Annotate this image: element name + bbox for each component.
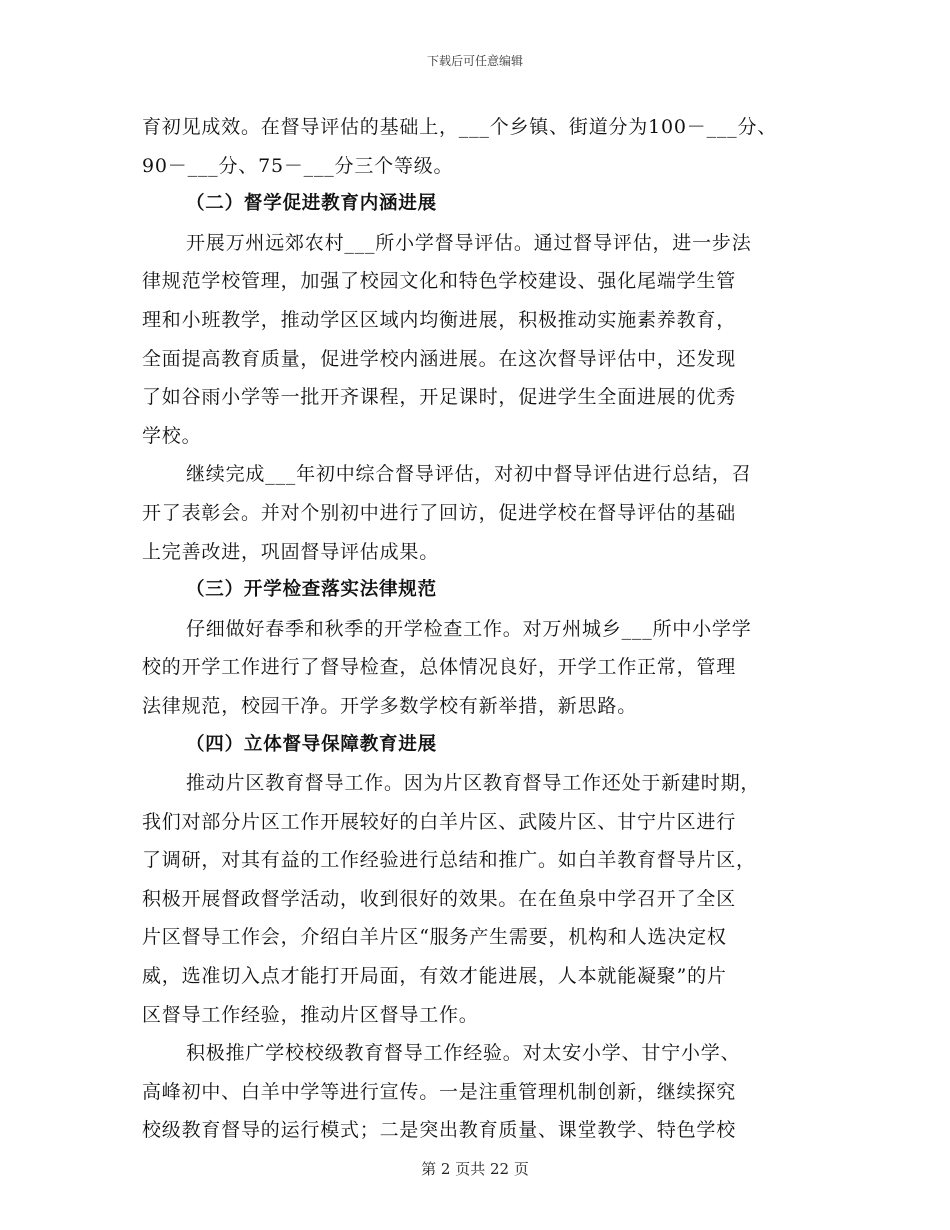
paragraph-line: 我们对部分片区工作开展较好的白羊片区、武陵片区、甘宁片区进行 <box>142 810 737 833</box>
paragraph-line: 理和小班教学，推动学区区域内均衡进展，积极推动实施素养教育， <box>142 308 737 331</box>
page-footer: 第 2 页共 22 页 <box>421 1160 529 1178</box>
document-body <box>142 108 822 1150</box>
paragraph-line: 开展万州远郊农村___所小学督导评估。通过督导评估，进一步法 <box>186 231 752 254</box>
paragraph-line: 威，选准切入点才能打开局面，有效才能进展，人本就能凝聚”的片 <box>142 965 727 988</box>
paragraph-line: 仔细做好春季和秋季的开学检查工作。对万州城乡___所中小学学 <box>186 617 752 640</box>
paragraph-line: 了调研，对其有益的工作经验进行总结和推广。如白羊教育督导片区， <box>142 849 756 872</box>
paragraph-line: 全面提高教育质量，促进学校内涵进展。在这次督导评估中，还发现 <box>142 347 737 370</box>
paragraph-line: 开了表彰会。并对个别初中进行了回访，促进学校在督导评估的基础 <box>142 501 737 524</box>
section-heading: （四）立体督导保障教育进展 <box>186 733 437 755</box>
paragraph-line: 育初见成效。在督导评估的基础上，___个乡镇、街道分为100－___分、 <box>142 116 778 138</box>
paragraph-line: 积极开展督政督学活动，收到很好的效果。在在鱼泉中学召开了全区 <box>142 887 737 910</box>
paragraph-line: 法律规范，校园干净。开学多数学校有新举措，新思路。 <box>142 694 638 717</box>
paragraph-line: 律规范学校管理，加强了校园文化和特色学校建设、强化尾端学生管 <box>142 270 737 293</box>
paragraph-line: 学校。 <box>142 424 202 447</box>
paragraph-line: 校的开学工作进行了督导检查，总体情况良好，开学工作正常，管理 <box>142 656 737 679</box>
paragraph-line: 上完善改进，巩固督导评估成果。 <box>142 540 440 563</box>
paragraph-line: 推动片区教育督导工作。因为片区教育督导工作还处于新建时期， <box>186 772 761 795</box>
paragraph-line: 区督导工作经验，推动片区督导工作。 <box>142 1003 479 1026</box>
paragraph-line: 高峰初中、白羊中学等进行宣传。一是注重管理机制创新，继续探究 <box>142 1080 737 1103</box>
section-heading: （二）督学促进教育内涵进展 <box>186 193 437 215</box>
paragraph-line: 继续完成___年初中综合督导评估，对初中督导评估进行总结，召 <box>186 463 752 486</box>
paragraph-line: 片区督导工作会，介绍白羊片区“服务产生需要，机构和人选决定权 <box>142 926 727 949</box>
section-heading: （三）开学检查落实法律规范 <box>186 579 437 601</box>
page-header: 下载后可任意编辑 <box>426 54 523 68</box>
paragraph-line: 积极推广学校校级教育督导工作经验。对太安小学、甘宁小学、 <box>186 1042 741 1065</box>
paragraph-line: 校级教育督导的运行模式；二是突出教育质量、课堂教学、特色学校 <box>142 1119 737 1142</box>
paragraph-line: 90－___分、75－___分三个等级。 <box>142 154 454 177</box>
paragraph-line: 了如谷雨小学等一批开齐课程，开足课时，促进学生全面进展的优秀 <box>142 386 737 409</box>
